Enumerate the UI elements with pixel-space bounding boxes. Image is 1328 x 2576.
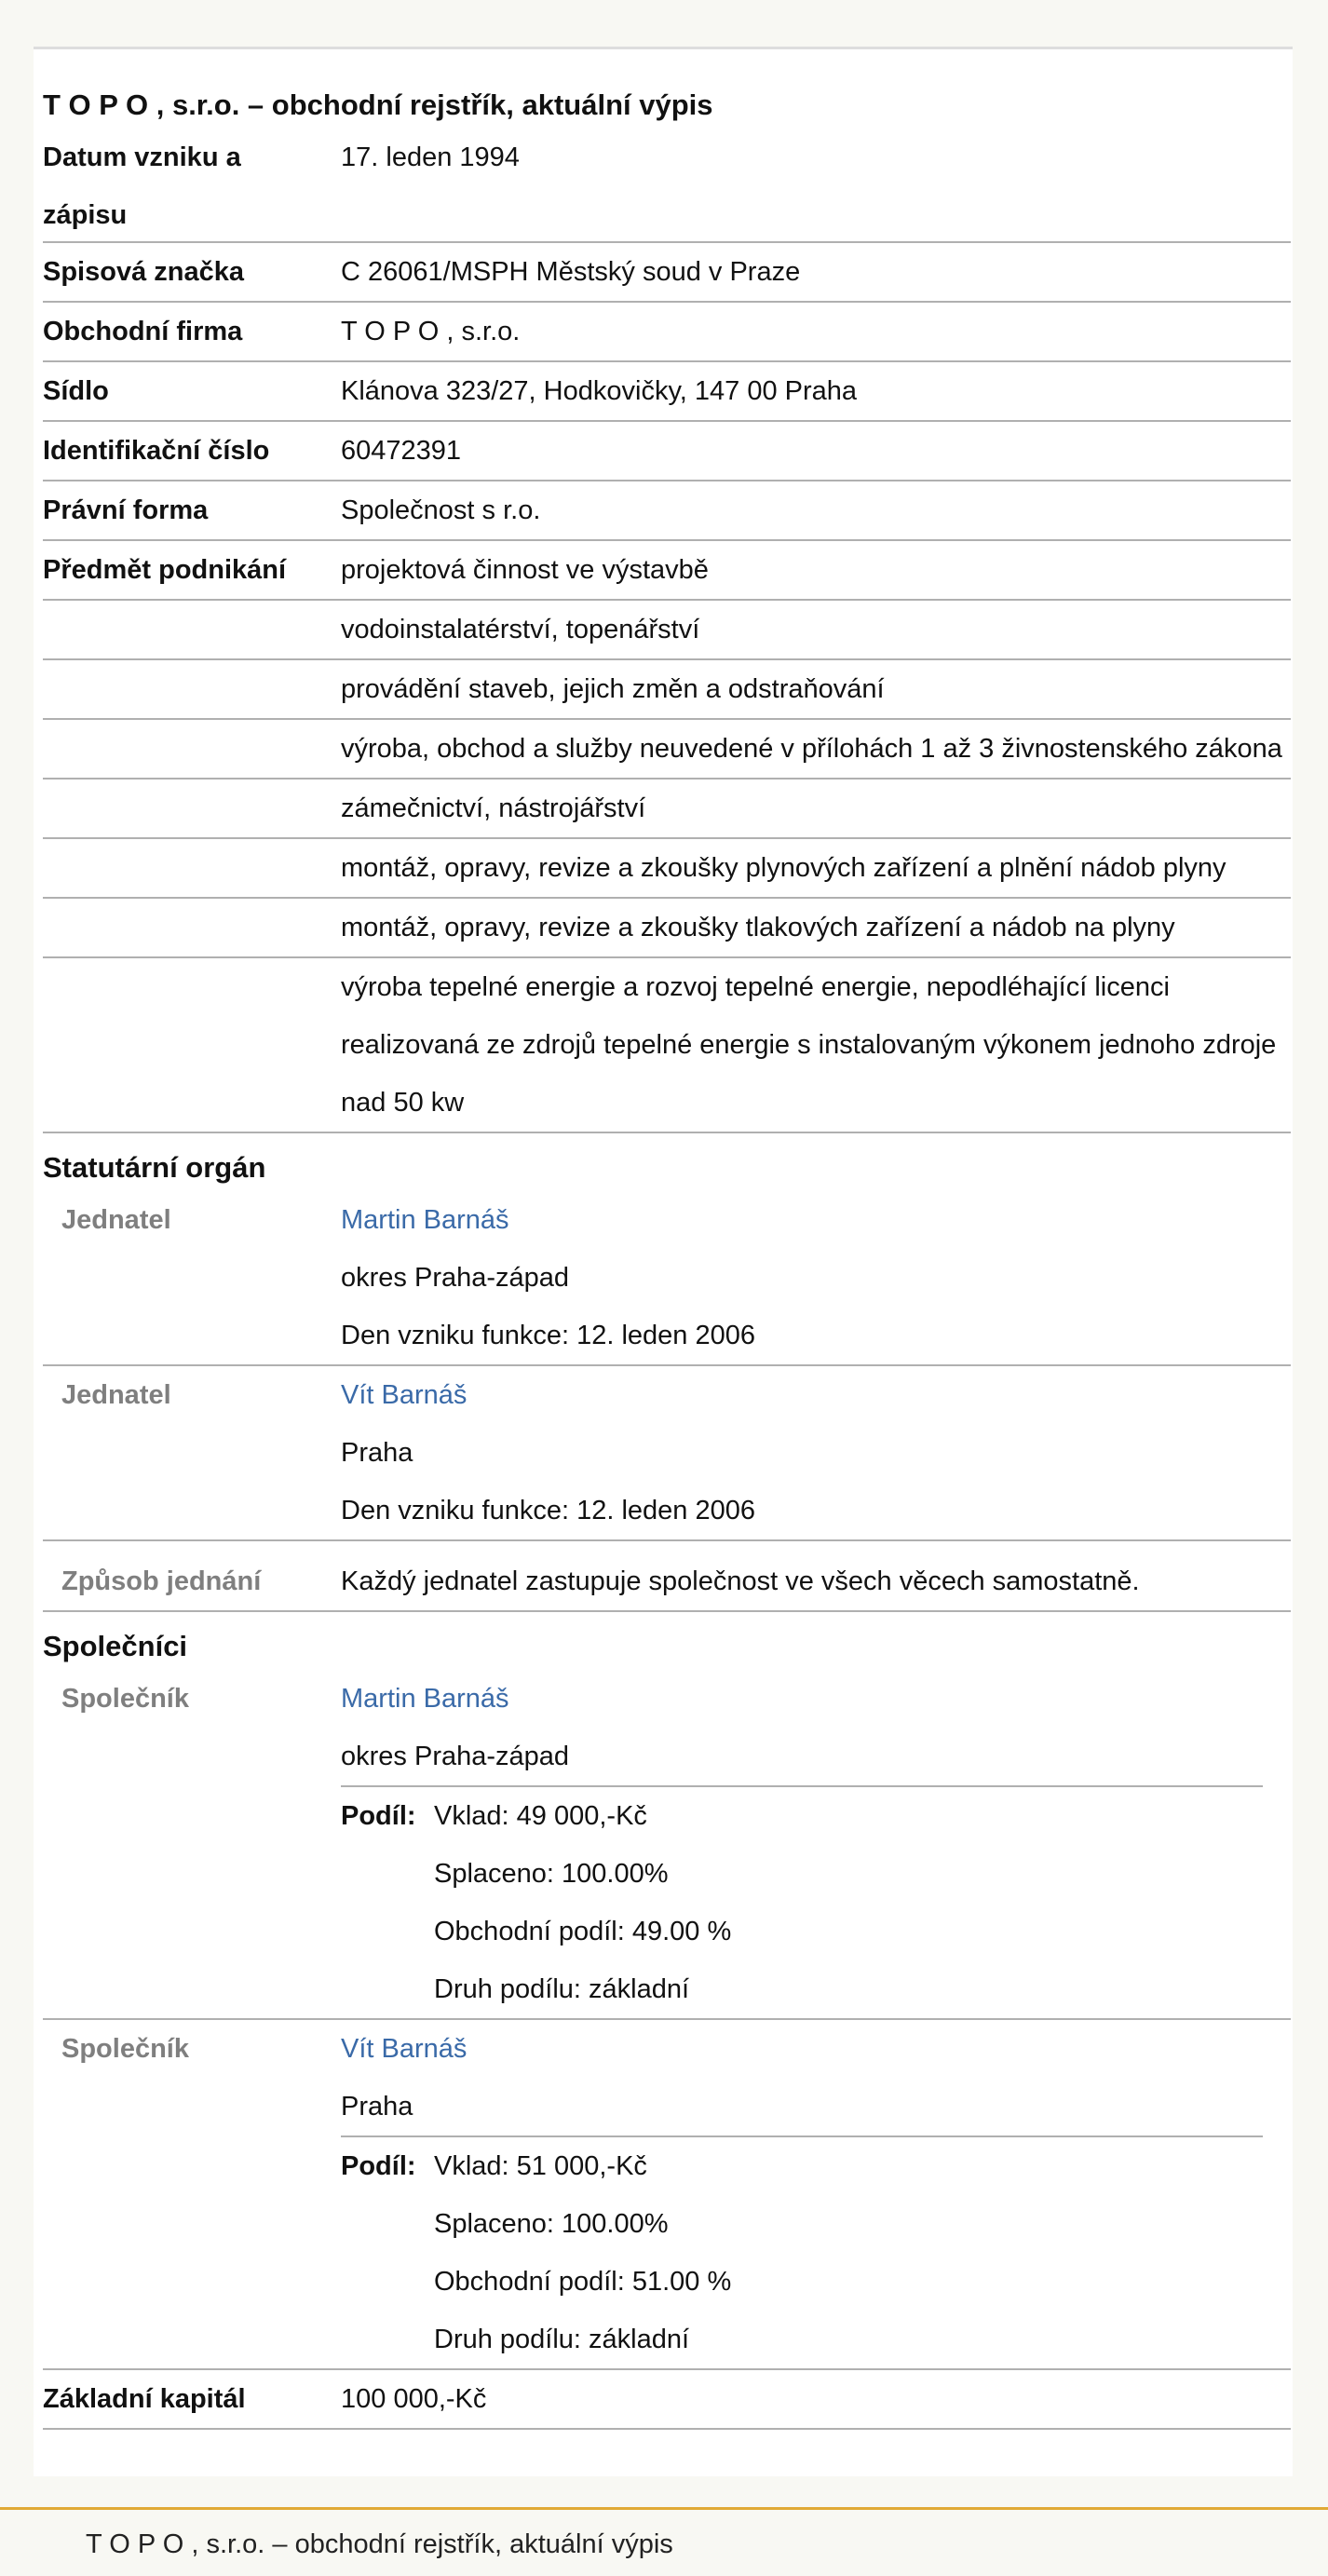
podil-label: Podíl: (341, 2151, 416, 2181)
podil-block (341, 1785, 1263, 2018)
obchodni-podil: Obchodní podíl: 49.00 % (434, 1917, 732, 1946)
predmet-item: výroba tepelné energie a rozvoj tepelné energie, nepodléhající licenci realizovaná ze zdrojů tepelné energie s instalovaným výkonem jednoho zdroje nad 50 kw (341, 972, 1277, 1118)
person-link[interactable]: Vít Barnáš (341, 2034, 468, 2064)
obchodni-podil: Obchodní podíl: 51.00 % (434, 2267, 732, 2297)
value-forma: Společnost s r.o. (341, 495, 541, 525)
predmet-item: projektová činnost ve výstavbě (341, 555, 709, 585)
label-ic: Identifikační číslo (43, 436, 270, 466)
person-place: Praha (341, 1438, 413, 1468)
label-predmet: Předmět podnikání (43, 555, 287, 585)
value-spis: C 26061/MSPH Městský soud v Praze (341, 257, 801, 287)
label-zpusob: Způsob jednání (61, 1566, 262, 1596)
person-link[interactable]: Martin Barnáš (341, 1205, 509, 1235)
predmet-row (43, 839, 1291, 899)
podil-label: Podíl: (341, 1801, 416, 1831)
jednatel-row (43, 1366, 1291, 1541)
label-firma: Obchodní firma (43, 317, 243, 346)
label-jednatel: Jednatel (61, 1205, 171, 1235)
predmet-item: zámečnictví, nástrojářství (341, 793, 646, 823)
splaceno: Splaceno: 100.00% (434, 2209, 669, 2239)
row-firma (43, 303, 1291, 362)
label-kapital: Základní kapitál (43, 2384, 246, 2414)
spolecnik-row (43, 2020, 1291, 2370)
value-sidlo: Klánova 323/27, Hodkovičky, 147 00 Praha (341, 376, 858, 406)
predmet-row (43, 541, 1291, 601)
predmet-row (43, 958, 1291, 1133)
podil-block (341, 2135, 1263, 2368)
section-spolecnici: Společníci (43, 1630, 188, 1662)
person-link[interactable]: Martin Barnáš (341, 1684, 509, 1714)
row-ic (43, 422, 1291, 481)
vklad: Vklad: 49 000,-Kč (434, 1801, 647, 1831)
druh-podilu: Druh podílu: základní (434, 1974, 690, 2004)
label-spolecnik: Společník (61, 1684, 189, 1714)
person-place: okres Praha-západ (341, 1742, 570, 1771)
jednatel-row (43, 1191, 1291, 1366)
register-extract (34, 47, 1293, 2476)
predmet-row (43, 660, 1291, 720)
label-forma: Právní forma (43, 495, 209, 525)
predmet-item: montáž, opravy, revize a zkoušky tlakových zařízení a nádob na plyny (341, 913, 1175, 942)
row-sidlo (43, 362, 1291, 422)
value-zpusob: Každý jednatel zastupuje společnost ve všech věcech samostatně. (341, 1566, 1140, 1596)
spolecnik-row (43, 1670, 1291, 2020)
section-statutarni: Statutární orgán (43, 1151, 266, 1184)
footer-text: T O P O , s.r.o. – obchodní rejstřík, aktuální výpis (86, 2529, 673, 2559)
label-jednatel: Jednatel (61, 1380, 171, 1410)
person-link[interactable]: Vít Barnáš (341, 1380, 468, 1410)
value-ic: 60472391 (341, 436, 462, 466)
row-forma (43, 481, 1291, 541)
label-spolecnik: Společník (61, 2034, 189, 2064)
zpusob-row (43, 1541, 1291, 1612)
predmet-row (43, 899, 1291, 958)
page-title: T O P O , s.r.o. – obchodní rejstřík, aktuální výpis (43, 88, 713, 121)
label-sidlo: Sídlo (43, 376, 109, 406)
predmet-row (43, 601, 1291, 660)
predmet-row (43, 720, 1291, 780)
value-kapital: 100 000,-Kč (341, 2384, 487, 2414)
splaceno: Splaceno: 100.00% (434, 1859, 669, 1889)
predmet-row (43, 780, 1291, 839)
row-spis (43, 243, 1291, 303)
person-place: okres Praha-západ (341, 1263, 570, 1293)
predmet-item: provádění staveb, jejich změn a odstraňování (341, 674, 885, 704)
value-firma: T O P O , s.r.o. (341, 317, 521, 346)
predmet-item: výroba, obchod a služby neuvedené v přílohách 1 až 3 živnostenského zákona (341, 734, 1282, 764)
function-since: Den vzniku funkce: 12. leden 2006 (341, 1496, 755, 1525)
value-datum: 17. leden 1994 (341, 142, 520, 172)
predmet-item: vodoinstalatérství, topenářství (341, 615, 700, 644)
footer-divider (0, 2507, 1328, 2510)
person-place: Praha (341, 2092, 413, 2122)
row-kapital (43, 2370, 1291, 2430)
label-datum: Datum vzniku a zápisu (43, 142, 241, 230)
row-datum (43, 129, 1291, 243)
function-since: Den vzniku funkce: 12. leden 2006 (341, 1321, 755, 1350)
label-spis: Spisová značka (43, 257, 244, 287)
druh-podilu: Druh podílu: základní (434, 2325, 690, 2354)
predmet-item: montáž, opravy, revize a zkoušky plynových zařízení a plnění nádob plyny (341, 853, 1226, 883)
vklad: Vklad: 51 000,-Kč (434, 2151, 647, 2181)
